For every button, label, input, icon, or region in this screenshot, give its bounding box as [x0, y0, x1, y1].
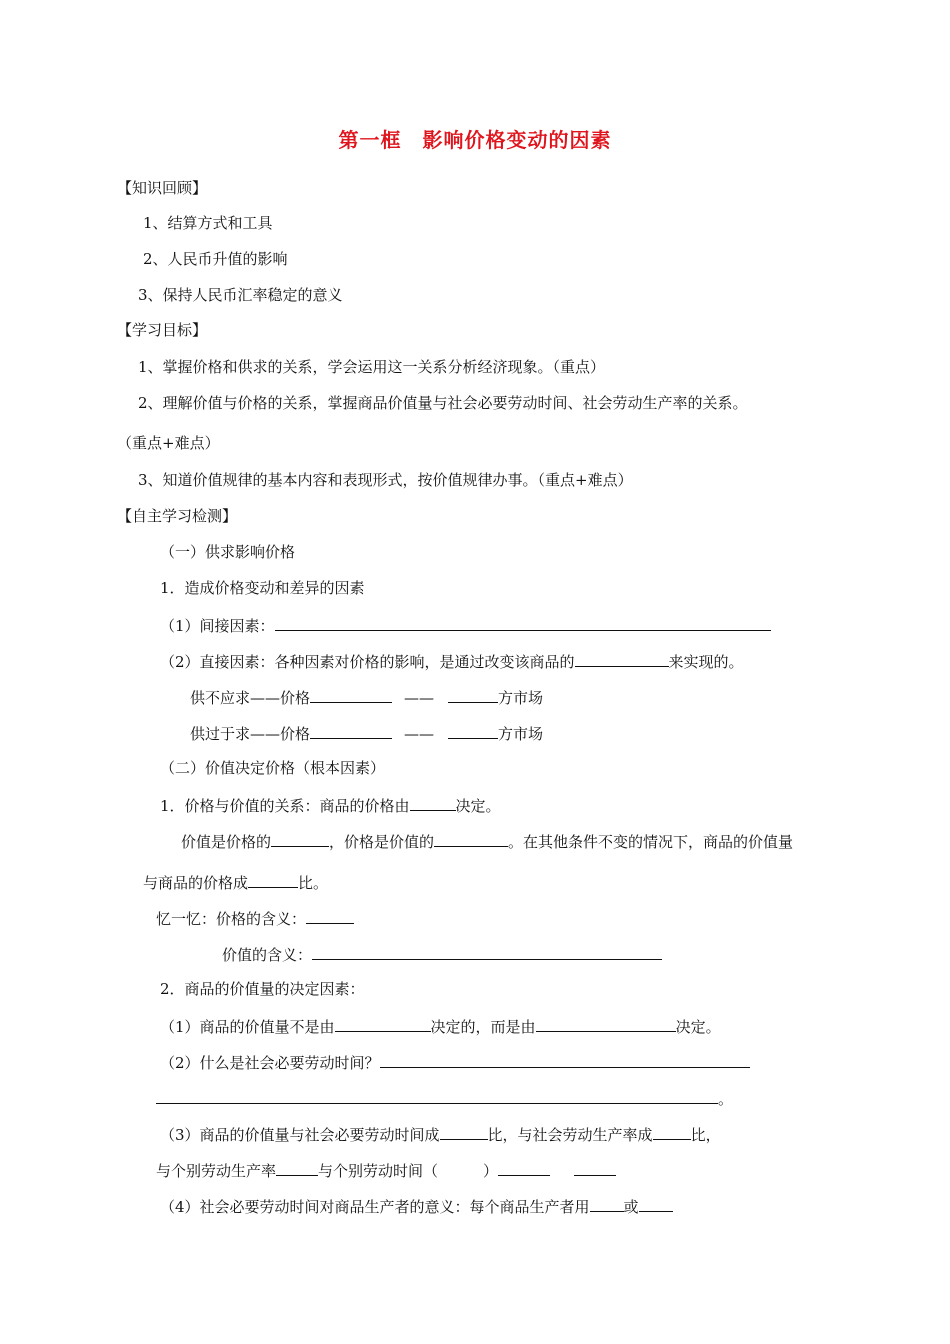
question-text: 1．价格与价值的关系：商品的价格由 — [160, 797, 410, 815]
answer-blank[interactable] — [590, 1195, 624, 1212]
question-line — [160, 1123, 721, 1145]
answer-blank[interactable] — [498, 1159, 550, 1176]
answer-blank[interactable] — [410, 794, 456, 811]
answer-blank[interactable] — [434, 830, 508, 847]
question-text: （4）社会必要劳动时间对商品生产者的意义：每个商品生产者用 — [160, 1198, 590, 1216]
answer-blank[interactable] — [312, 943, 662, 960]
review-item: 3、保持人民币汇率稳定的意义 — [138, 286, 343, 304]
question-text: 来实现的。 — [668, 653, 744, 671]
question-text: 供过于求——价格 — [190, 725, 311, 743]
question-text: （1）间接因素： — [160, 617, 275, 635]
question-line — [143, 871, 328, 893]
goals-heading: 【学习目标】 — [117, 321, 208, 339]
question-text: 比，与社会劳动生产率成 — [487, 1126, 653, 1144]
page-title: 第一框 影响价格变动的因素 — [338, 128, 612, 152]
goal-item: 2、理解价值与价格的关系，掌握商品价值量与社会必要劳动时间、社会劳动生产率的关系。 — [138, 394, 748, 412]
question-line — [156, 1159, 616, 1181]
answer-blank[interactable] — [275, 614, 771, 631]
review-item: 2、人民币升值的影响 — [143, 250, 288, 268]
question-line — [160, 1195, 673, 1217]
question-text: 与商品的价格成 — [143, 874, 249, 892]
question-text: （2）什么是社会必要劳动时间？ — [160, 1054, 380, 1072]
question-line — [160, 794, 501, 816]
answer-blank[interactable] — [276, 1159, 318, 1176]
answer-blank[interactable] — [448, 722, 498, 739]
answer-blank[interactable] — [536, 1015, 676, 1032]
question-text: （2）直接因素：各种因素对价格的影响，是通过改变该商品的 — [160, 653, 575, 671]
question-line — [160, 1051, 750, 1073]
question: 2．商品的价值量的决定因素： — [160, 980, 365, 998]
goal-item: 1、掌握价格和供求的关系，学会运用这一关系分析经济现象。（重点） — [138, 358, 606, 376]
question-line — [160, 650, 744, 672]
question-text: 供不应求——价格 — [190, 689, 311, 707]
question-text: 与个别劳动时间（ ） — [318, 1162, 499, 1180]
question-text: 价值是价格的 — [181, 833, 272, 851]
question-line — [190, 722, 543, 744]
answer-blank[interactable] — [448, 686, 498, 703]
question-text: 决定的，而是由 — [430, 1018, 536, 1036]
review-heading: 【知识回顾】 — [117, 179, 208, 197]
answer-blank[interactable] — [639, 1195, 673, 1212]
question-line — [190, 686, 543, 708]
section-heading: （一）供求影响价格 — [160, 543, 296, 561]
answer-blank[interactable] — [306, 907, 354, 924]
goal-item-continued: （重点+难点） — [117, 434, 220, 452]
answer-blank[interactable] — [380, 1051, 750, 1068]
question-line — [222, 943, 662, 965]
answer-blank[interactable] — [575, 650, 669, 667]
question-line — [156, 907, 354, 929]
answer-blank[interactable] — [310, 722, 392, 739]
question-text: 比， — [690, 1126, 721, 1144]
question-text: 。在其他条件不变的情况下，商品的价值量 — [508, 833, 794, 851]
question-text: 价值的含义： — [222, 946, 313, 964]
answer-blank[interactable] — [310, 686, 392, 703]
question-line — [181, 830, 793, 852]
question-text: （1）商品的价值量不是由 — [160, 1018, 335, 1036]
goal-item: 3、知道价值规律的基本内容和表现形式，按价值规律办事。（重点+难点） — [138, 471, 633, 489]
answer-blank[interactable] — [248, 871, 298, 888]
dash-text: —— — [404, 725, 435, 743]
question-text: 方市场 — [498, 689, 544, 707]
answer-blank[interactable] — [271, 830, 329, 847]
answer-blank[interactable] — [156, 1087, 718, 1104]
review-item: 1、结算方式和工具 — [143, 214, 273, 232]
question: 1．造成价格变动和差异的因素 — [160, 579, 365, 597]
answer-blank[interactable] — [574, 1159, 616, 1176]
question-text: 决定。 — [455, 797, 501, 815]
question-text: 忆一忆：价格的含义： — [156, 910, 307, 928]
question-text: 。 — [718, 1090, 734, 1108]
answer-blank[interactable] — [440, 1123, 488, 1140]
answer-blank[interactable] — [335, 1015, 431, 1032]
question-text: 比。 — [298, 874, 329, 892]
question-text: 与个别劳动生产率 — [156, 1162, 277, 1180]
question-text: 或 — [623, 1198, 639, 1216]
answer-blank[interactable] — [653, 1123, 691, 1140]
question-text: 决定。 — [675, 1018, 721, 1036]
question-text: ，价格是价值的 — [329, 833, 435, 851]
question-text: 方市场 — [498, 725, 544, 743]
question-line — [160, 1015, 721, 1037]
selfcheck-heading: 【自主学习检测】 — [117, 507, 238, 525]
section-heading: （二）价值决定价格（根本因素） — [160, 759, 386, 777]
question-line — [160, 614, 771, 636]
question-line — [156, 1087, 733, 1109]
question-text: （3）商品的价值量与社会必要劳动时间成 — [160, 1126, 440, 1144]
dash-text: —— — [404, 689, 435, 707]
